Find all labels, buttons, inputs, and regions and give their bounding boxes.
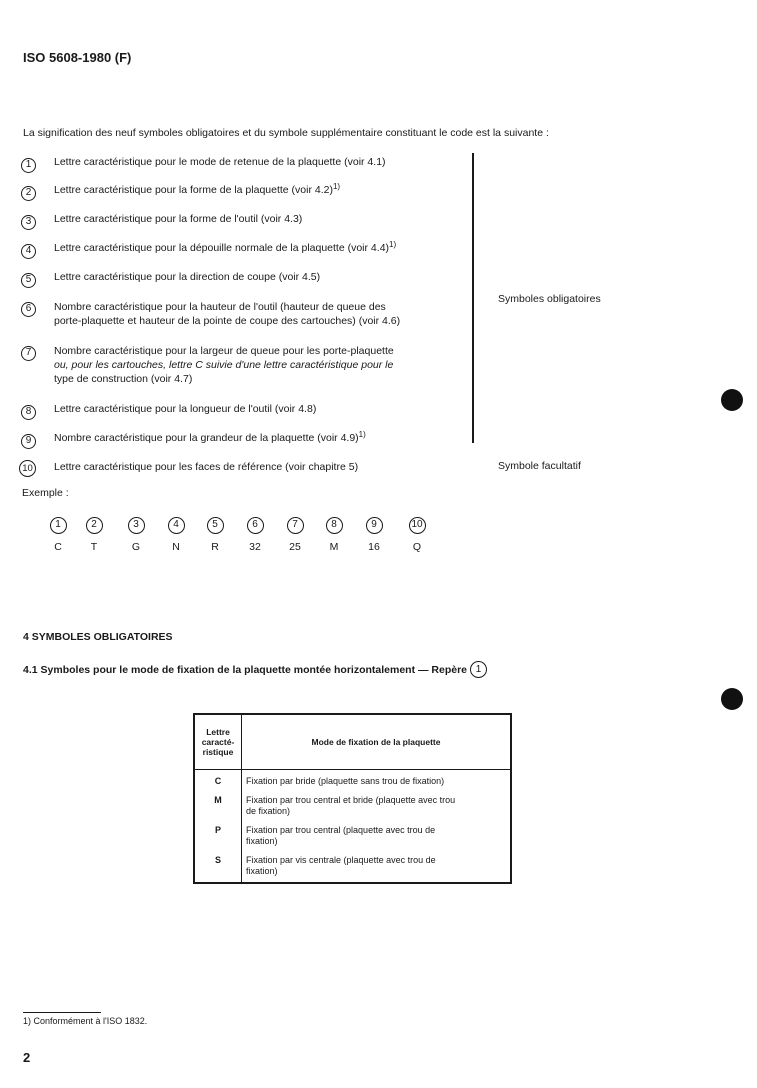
footnote-separator xyxy=(23,1012,101,1013)
example-number: 7 xyxy=(287,517,304,534)
list-item xyxy=(21,342,36,361)
item-number: 6 xyxy=(21,302,36,317)
example-number: 10 xyxy=(409,517,426,534)
table-cell-description: Fixation par trou central et bride (plaquette avec trou de fixation) xyxy=(246,795,456,816)
list-item xyxy=(21,298,36,317)
example-value: C xyxy=(54,540,62,553)
list-item xyxy=(19,458,36,477)
footnote-ref: 1) xyxy=(389,240,397,249)
item-text: Nombre caractéristique pour la largeur de queue pour les porte-plaquette ou, pour les cartouches, lettre C suivie d'une lettre caractéristique pour le type de construction (voir 4.7) xyxy=(54,345,394,385)
example-item xyxy=(283,514,307,553)
table-cell-description: Fixation par bride (plaquette sans trou de fixation) xyxy=(246,776,445,786)
bracket-line xyxy=(472,153,474,443)
example-number: 5 xyxy=(207,517,224,534)
example-item xyxy=(362,514,386,553)
table-header-row xyxy=(194,714,511,770)
example-value: N xyxy=(172,540,180,553)
item-number: 3 xyxy=(21,215,36,230)
item-text: Lettre caractéristique pour la longueur de l'outil (voir 4.8) xyxy=(54,403,317,415)
example-item xyxy=(82,514,106,553)
example-value: T xyxy=(90,540,98,553)
list-item xyxy=(21,182,36,201)
label-obligatoires: Symboles obligatoires xyxy=(498,293,601,305)
example-item xyxy=(322,514,346,553)
footnote-ref: 1) xyxy=(332,182,341,191)
example-number: 6 xyxy=(247,517,264,534)
item-number: 9 xyxy=(21,434,36,449)
intro-paragraph: La signification des neuf symboles obligatoires et du symbole supplémentaire constituant le code est la suivante : xyxy=(23,127,549,139)
item-number: 7 xyxy=(21,346,36,361)
example-value: R xyxy=(211,540,219,553)
item-text: Lettre caractéristique pour la dépouille normale de la plaquette (voir 4.4)$^{1)}$ xyxy=(54,240,397,254)
table-cell-letter: C xyxy=(194,770,242,793)
fixation-table xyxy=(193,713,512,884)
subsection-heading: 4.1 Symboles pour le mode de fixation de la plaquette montée horizontalement — Repère 1 xyxy=(23,661,487,678)
example-value: 25 xyxy=(289,540,301,553)
item-number: 4 xyxy=(21,244,36,259)
item-number: 5 xyxy=(21,273,36,288)
example-item xyxy=(124,514,148,553)
example-number: 3 xyxy=(128,517,145,534)
example-value: 16 xyxy=(368,540,380,553)
section-heading: 4 SYMBOLES OBLIGATOIRES xyxy=(23,631,173,643)
item-text: Nombre caractéristique pour la hauteur de l'outil (hauteur de queue des porte-plaquette et hauteur de la pointe de coupe des cartouches) (voir 4.6) xyxy=(54,301,401,327)
example-number: 4 xyxy=(168,517,185,534)
table-row xyxy=(194,792,511,822)
example-item xyxy=(164,514,188,553)
example-item xyxy=(243,514,267,553)
example-number: 8 xyxy=(326,517,343,534)
list-item xyxy=(21,211,36,230)
table-cell-letter: S xyxy=(194,852,242,883)
label-facultatif: Symbole facultatif xyxy=(498,460,581,472)
table-cell-letter: M xyxy=(194,792,242,822)
table-cell-letter: P xyxy=(194,822,242,852)
item-number: 8 xyxy=(21,405,36,420)
example-value: 32 xyxy=(249,540,261,553)
list-item xyxy=(21,154,36,173)
example-number: 1 xyxy=(50,517,67,534)
item-text: Lettre caractéristique pour la forme de la plaquette (voir 4.2)$^{1)}$ xyxy=(54,182,341,196)
example-value: Q xyxy=(412,540,422,553)
example-value: G xyxy=(131,540,141,553)
example-value: M xyxy=(329,540,339,553)
column-header-letter: Lettre caracté- ristique xyxy=(194,714,242,770)
item-text: Lettre caractéristique pour les faces de référence (voir chapitre 5) xyxy=(54,461,359,473)
item-text: Lettre caractéristique pour le mode de retenue de la plaquette (voir 4.1) xyxy=(54,156,386,168)
table-cell-description: Fixation par trou central (plaquette avec trou de fixation) xyxy=(246,825,436,846)
footnote: 1) Conformément à l'ISO 1832. xyxy=(23,1016,148,1026)
example-item xyxy=(203,514,227,553)
document-header: ISO 5608-1980 (F) xyxy=(23,50,132,65)
item-number: 2 xyxy=(21,186,36,201)
item-number: 1 xyxy=(21,158,36,173)
list-item xyxy=(21,430,36,449)
item-text: Nombre caractéristique pour la grandeur de la plaquette (voir 4.9)$^{1)}$ xyxy=(54,430,366,444)
list-item xyxy=(21,240,36,259)
example-number: 9 xyxy=(366,517,383,534)
example-label: Exemple : xyxy=(22,487,69,499)
item-number: 10 xyxy=(19,460,36,477)
item-text: Lettre caractéristique pour la direction de coupe (voir 4.5) xyxy=(54,271,321,283)
list-item xyxy=(21,401,36,420)
footnote-ref: 1) xyxy=(358,430,366,439)
reference-number: 1 xyxy=(470,661,487,678)
punch-hole-mark xyxy=(721,688,743,710)
example-number: 2 xyxy=(86,517,103,534)
page-number: 2 xyxy=(23,1050,31,1065)
table-row xyxy=(194,852,511,883)
example-item xyxy=(46,514,70,553)
table-cell-description: Fixation par vis centrale (plaquette avec trou de fixation) xyxy=(246,855,436,876)
table-row xyxy=(194,822,511,852)
list-item xyxy=(21,269,36,288)
table-row xyxy=(194,770,511,793)
column-header-mode: Mode de fixation de la plaquette xyxy=(242,714,512,770)
example-item xyxy=(405,514,429,553)
item-text: Lettre caractéristique pour la forme de l'outil (voir 4.3) xyxy=(54,213,303,225)
punch-hole-mark xyxy=(721,389,743,411)
